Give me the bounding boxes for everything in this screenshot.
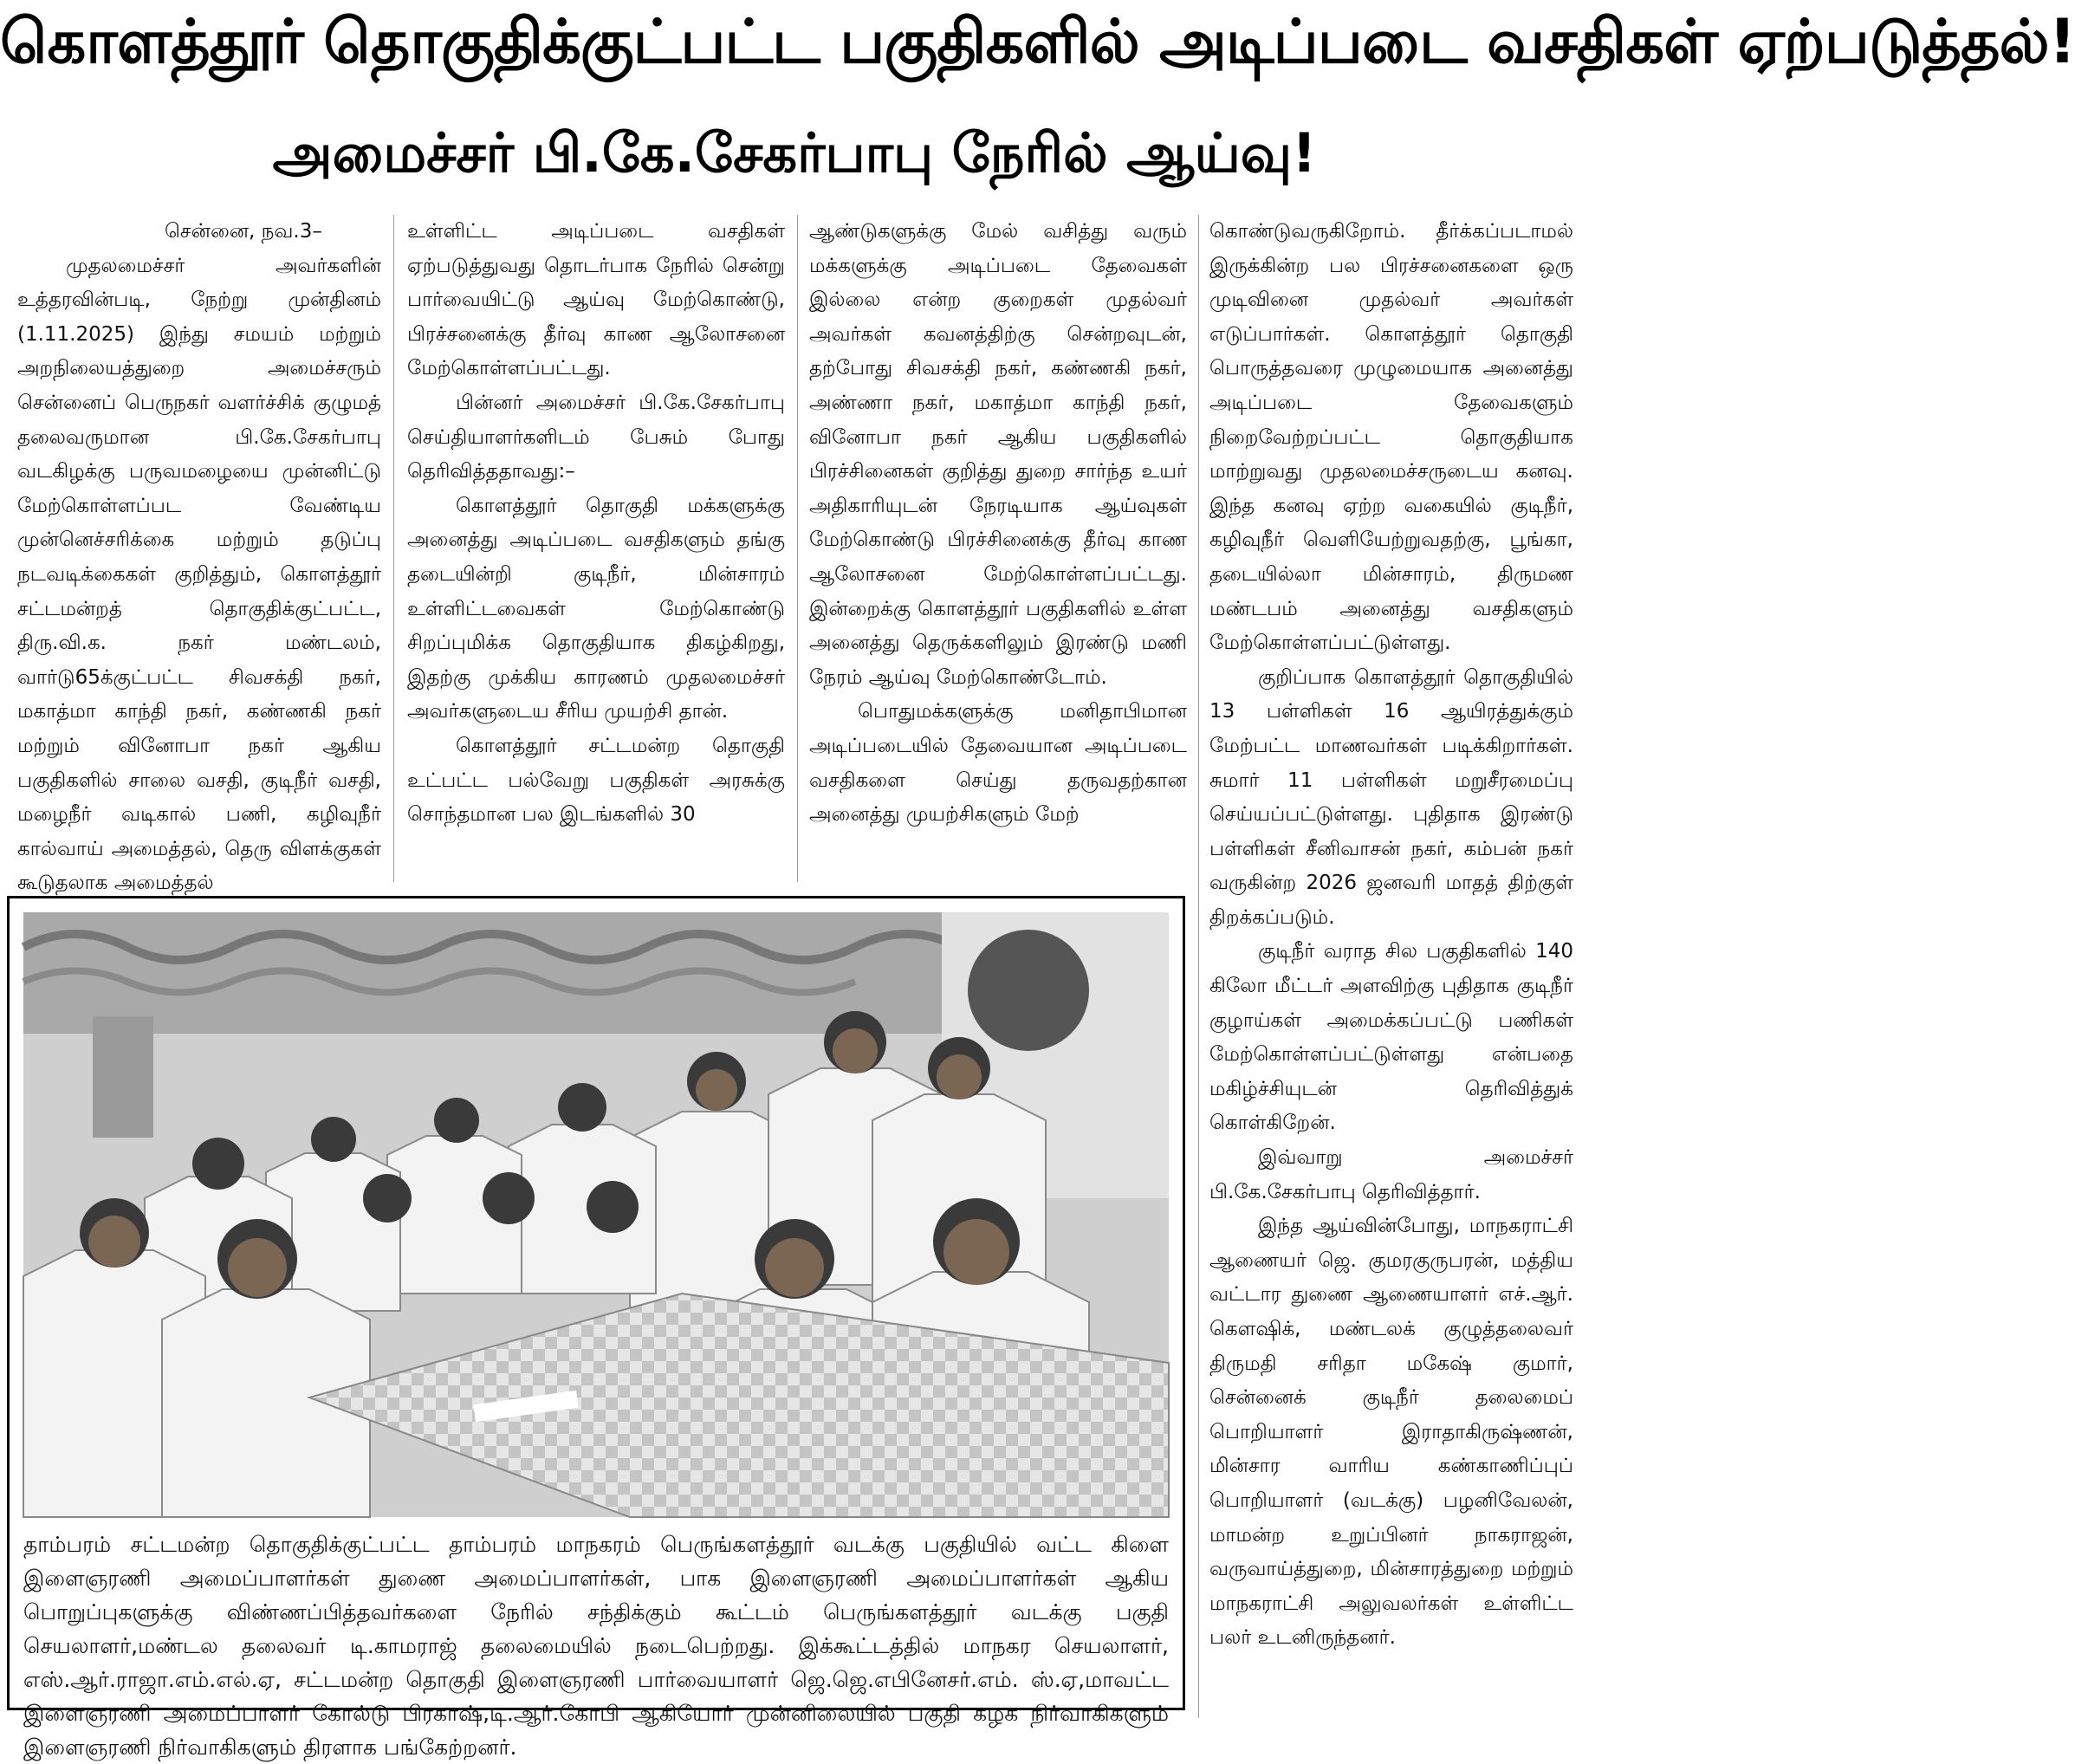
group-photo — [23, 912, 1169, 1517]
column-divider — [393, 215, 394, 882]
paragraph: கொளத்தூர் தொகுதி மக்களுக்கு அனைத்து அடிப்படை வசதிகளும் தங்கு தடையின்றி குடிநீர், மின்சாரம் உள்ளிட்டவைகள் மேற்கொண்டு சிறப்புமிக்க தொகுதியாக திகழ்கிறது, இதற்கு முக்கிய காரணம் முதலமைச்சர் அவர்களுடைய சீரிய முயற்சி தான். — [407, 494, 785, 723]
paragraph: இவ்வாறு அமைச்சர் பி.கே.சேகர்பாபு தெரிவித்தார். — [1209, 1146, 1573, 1203]
photo-caption — [23, 1527, 1169, 1760]
paragraph: கொளத்தூர் சட்டமன்ற தொகுதி உட்பட்ட பல்வேறு பகுதிகள் அரசுக்கு சொந்தமான பல இடங்களில் 30 — [407, 734, 785, 827]
paragraph: குறிப்பாக கொளத்தூர் தொகுதியில் 13 பள்ளிகள் 16 ஆயிரத்துக்கும் மேற்பட்ட மாணவர்கள் படிக்கிறார்கள். சுமார் 11 பள்ளிகள் மறுசீரமைப்பு செய்யப்பட்டுள்ளது. புதிதாக இரண்டு பள்ளிகள் சீனிவாசன் நகர், கம்பன் நகர் வருகின்ற 2026 ஜனவரி மாதத் திற்குள் திறக்கப்படும். — [1209, 665, 1573, 929]
paragraph: கொண்டுவருகிறோம். தீர்க்கப்படாமல் இருக்கின்ற பல பிரச்சனைகளை ஒரு முடிவினை முதல்வர் அவர்கள் எடுப்பார்கள். கொளத்தூர் தொகுதி பொருத்தவரை முழுமையாக அனைத்து அடிப்படை தேவைகளும் நிறைவேற்றப்பட்ட தொகுதியாக மாற்றுவது முதலமைச்சருடைய கனவு. இந்த கனவு ஏற்ற வகையில் குடிநீர், கழிவுநீர் வெளியேற்றுவதற்கு, பூங்கா, தடையில்லா மின்சாரம், திருமண மண்டபம் அனைத்து வசதிகளும் மேற்கொள்ளப்பட்டுள்ளது. — [1209, 220, 1573, 655]
paragraph: குடிநீர் வராத சில பகுதிகளில் 140 கிலோ மீட்டர் அளவிற்கு புதிதாக குடிநீர் குழாய்கள் அமைக்கப்பட்டு பணிகள் மேற்கொள்ளப்பட்டுள்ளது என்பதை மகிழ்ச்சியுடன் தெரிவித்துக் கொள்கிறேன். — [1209, 940, 1573, 1135]
dateline: சென்னை, நவ.3– — [165, 220, 322, 243]
article-column-3 — [809, 215, 1187, 886]
headline: கொளத்தூர் தொகுதிக்குட்பட்ட பகுதிகளில் அடிப்படை வசதிகள் ஏற்படுத்தல்! — [0, 6, 2075, 77]
group-photo-illustration — [23, 912, 1169, 1517]
photo-box — [7, 896, 1185, 1760]
subheadline: அமைச்சர் பி.கே.சேகர்பாபு நேரில் ஆய்வு! — [272, 121, 1317, 185]
paragraph: பொதுமக்களுக்கு மனிதாபிமான அடிப்படையில் தேவையான அடிப்படை வசதிகளை செய்து தருவதற்கான அனைத்து முயற்சிகளும் மேற் — [809, 700, 1187, 827]
article-column-1 — [17, 215, 381, 895]
paragraph: பின்னர் அமைச்சர் பி.கே.சேகர்பாபு செய்தியாளர்களிடம் பேசும் போது தெரிவித்ததாவது:– — [407, 391, 785, 483]
paragraph: இந்த ஆய்வின்போது, மாநகராட்சி ஆணையர் ஜெ. குமரகுருபரன், மத்திய வட்டார துணை ஆணையாளர் எச்.ஆர். கௌஷிக், மண்டலக் குழுத்தலைவர் திருமதி சரிதா மகேஷ் குமார், சென்னைக் குடிநீர் தலைமைப் பொறியாளர் இராதாகிருஷ்ணன், மின்சார வாரிய கண்காணிப்புப் பொறியாளர் (வடக்கு) பழனிவேலன், மாமன்ற உறுப்பினர் நாகராஜன், வருவாய்த்துறை, மின்சாரத்துறை மற்றும் மாநகராட்சி அலுவலர்கள் உள்ளிட்ட பலர் உடனிருந்தனர். — [1209, 1215, 1573, 1650]
column-divider — [1198, 215, 1199, 1718]
photo-caption-text: தாம்பரம் சட்டமன்ற தொகுதிக்குட்பட்ட தாம்பரம் மாநகரம் பெருங்களத்தூர் வடக்கு பகுதியில் வட்ட கிளை இளைஞரணி அமைப்பாளர்கள் துணை அமைப்பாளர்கள், பாக இளைஞரணி அமைப்பாளர்கள் ஆகிய பொறுப்புகளுக்கு விண்ணப்பித்தவர்களை நேரில் சந்திக்கும் கூட்டம் பெருங்களத்தூர் வடக்கு பகுதி செயலாளர்,மண்டல தலைவர் டி.காமராஜ் தலைமையில் நடைபெற்றது. இக்கூட்டத்தில் மாநகர செயலாளர், எஸ்.ஆர்.ராஜா.எம்.எல்.ஏ, சட்டமன்ற தொகுதி இளைஞரணி பார்வையாளர் ஜெ.ஜெ.எபினேசர்.எம். ஸ்.ஏ,மாவட்ட இளைஞரணி அமைப்பாளர் கோல்டு பிரகாஷ்,டி.ஆர்.கோபி ஆகியோர் முன்னிலையில் பகுதி கழக நிர்வாகிகளும் இளைஞரணி நிர்வாகிகளும் திரளாக பங்கேற்றனர். — [23, 1532, 1169, 1760]
article-column-4 — [1209, 215, 1573, 1724]
paragraph: ஆண்டுகளுக்கு மேல் வசித்து வரும் மக்களுக்கு அடிப்படை தேவைகள் இல்லை என்ற குறைகள் முதல்வர் அவர்கள் கவனத்திற்கு சென்றவுடன், தற்போது சிவசக்தி நகர், கண்ணகி நகர், அண்ணா நகர், மகாத்மா காந்தி நகர், வினோபா நகர் ஆகிய பகுதிகளில் பிரச்சினைகள் குறித்து துறை சார்ந்த உயர் அதிகாரியுடன் நேரடியாக ஆய்வுகள் மேற்கொண்டு பிரச்சினைக்கு தீர்வு காண ஆலோசனை மேற்கொள்ளப்பட்டது. இன்றைக்கு கொளத்தூர் பகுதிகளில் உள்ள அனைத்து தெருக்களிலும் இரண்டு மணி நேரம் ஆய்வு மேற்கொண்டோம். — [809, 220, 1187, 689]
paragraph: முதலமைச்சர் அவர்களின் உத்தரவின்படி, நேற்று முன்தினம் (1.11.2025) இந்து சமயம் மற்றும் அறநிலையத்துறை அமைச்சரும் சென்னைப் பெருநகர் வளர்ச்சிக் குழுமத் தலைவருமான பி.கே.சேகர்பாபு வடகிழக்கு பருவமழையை முன்னிட்டு மேற்கொள்ளப்பட வேண்டிய முன்னெச்சரிக்கை மற்றும் தடுப்பு நடவடிக்கைகள் குறித்தும், கொளத்தூர் சட்டமன்றத் தொகுதிக்குட்பட்ட, திரு.வி.க. நகர் மண்டலம், வார்டு65க்குட்பட்ட சிவசக்தி நகர், மகாத்மா காந்தி நகர், கண்ணகி நகர் மற்றும் வினோபா நகர் ஆகிய பகுதிகளில் சாலை வசதி, குடிநீர் வசதி, மழைநீர் வடிகால் பணி, கழிவுநீர் கால்வாய் அமைத்தல், தெரு விளக்குகள் கூடுதலாக அமைத்தல் — [17, 254, 381, 895]
article-column-2 — [407, 215, 785, 886]
paragraph: உள்ளிட்ட அடிப்படை வசதிகள் ஏற்படுத்துவது தொடர்பாக நேரில் சென்று பார்வையிட்டு ஆய்வு மேற்கொண்டு, பிரச்சனைக்கு தீர்வு காண ஆலோசனை மேற்கொள்ளப்பட்டது. — [407, 220, 785, 380]
column-divider — [797, 215, 798, 882]
